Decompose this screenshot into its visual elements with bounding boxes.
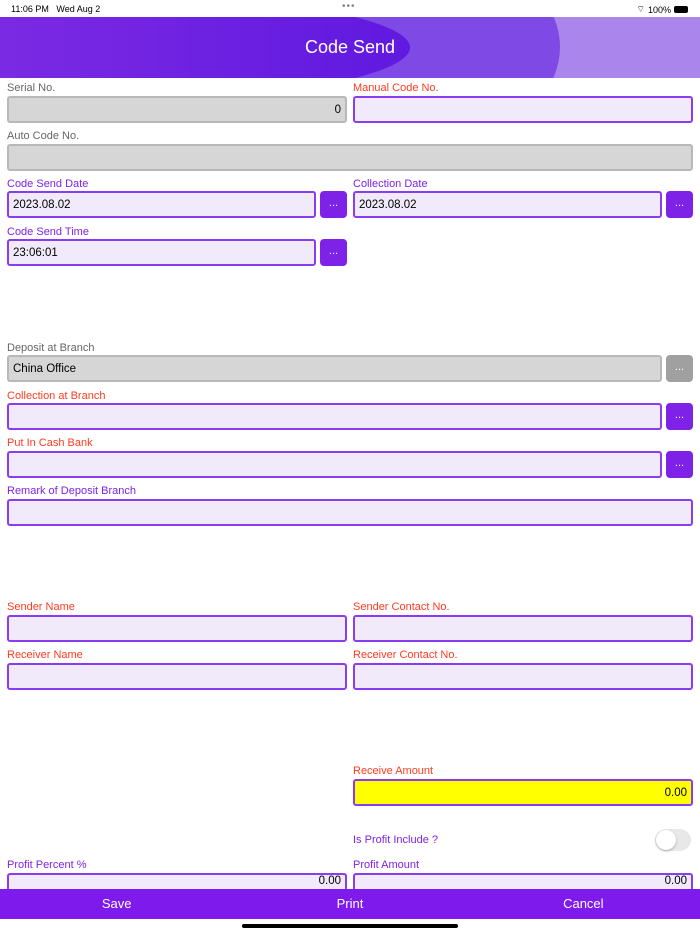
deposit-branch-label: Deposit at Branch — [7, 342, 95, 354]
battery-icon — [674, 6, 688, 13]
receiver-contact-label: Receiver Contact No. — [353, 649, 458, 661]
cash-bank-label: Put In Cash Bank — [7, 437, 93, 449]
collection-branch-label: Collection at Branch — [7, 390, 106, 402]
cash-bank-input[interactable] — [7, 451, 662, 478]
header — [0, 17, 700, 78]
receiver-name-input[interactable] — [7, 663, 347, 690]
collection-date-picker-button[interactable]: ... — [666, 191, 693, 218]
profit-percent-input[interactable]: 0.00 — [7, 873, 347, 900]
receiver-name-label: Receiver Name — [7, 649, 83, 661]
receive-amount-label: Receive Amount — [353, 765, 434, 777]
collection-branch-input[interactable] — [7, 403, 662, 430]
wifi-icon: ⌔ — [636, 4, 645, 14]
auto-code-input — [7, 144, 693, 171]
cash-bank-picker-button[interactable]: ... — [666, 451, 693, 478]
sender-contact-input[interactable] — [353, 615, 693, 642]
save-button[interactable]: Save — [101, 896, 132, 911]
code-send-time-input[interactable]: 23:06:01 — [7, 239, 316, 266]
deposit-branch-picker-button: ... — [666, 355, 693, 382]
remark-input[interactable] — [7, 499, 693, 526]
cancel-button[interactable]: Cancel — [563, 896, 604, 911]
profit-include-toggle[interactable] — [655, 829, 691, 851]
action-bar — [0, 889, 700, 919]
code-send-date-label: Code Send Date — [7, 178, 89, 190]
profit-percent-label: Profit Percent % — [7, 859, 87, 871]
manual-code-label: Manual Code No. — [353, 82, 439, 94]
code-send-date-picker-button[interactable]: ... — [320, 191, 347, 218]
multitask-icon[interactable]: ••• — [342, 1, 356, 12]
collection-date-label: Collection Date — [353, 178, 428, 190]
status-time: 11:06 PM Wed Aug 2 — [11, 4, 101, 14]
code-send-time-label: Code Send Time — [7, 226, 89, 238]
receiver-contact-input[interactable] — [353, 663, 693, 690]
collection-date-input[interactable]: 2023.08.02 — [353, 191, 662, 218]
auto-code-label: Auto Code No. — [7, 130, 80, 142]
deposit-branch-input: China Office — [7, 355, 662, 382]
code-send-date-input[interactable]: 2023.08.02 — [7, 191, 316, 218]
serial-label: Serial No. — [7, 82, 56, 94]
sender-name-input[interactable] — [7, 615, 347, 642]
print-button[interactable]: Print — [336, 896, 364, 911]
home-indicator[interactable] — [242, 924, 458, 928]
sender-contact-label: Sender Contact No. — [353, 601, 450, 613]
page-title: Code Send — [304, 37, 396, 57]
code-send-time-picker-button[interactable]: ... — [320, 239, 347, 266]
remark-label: Remark of Deposit Branch — [7, 485, 136, 497]
collection-branch-picker-button[interactable]: ... — [666, 403, 693, 430]
profit-include-label: Is Profit Include ? — [353, 834, 438, 846]
sender-name-label: Sender Name — [7, 601, 75, 613]
profit-amount-label: Profit Amount — [353, 859, 420, 871]
manual-code-input[interactable] — [353, 96, 693, 123]
profit-amount-input[interactable]: 0.00 — [353, 873, 693, 900]
receive-amount-input[interactable]: 0.00 — [353, 779, 693, 806]
status-bar — [0, 0, 700, 17]
serial-input: 0 — [7, 96, 347, 123]
battery-percent: 100% — [647, 4, 671, 15]
